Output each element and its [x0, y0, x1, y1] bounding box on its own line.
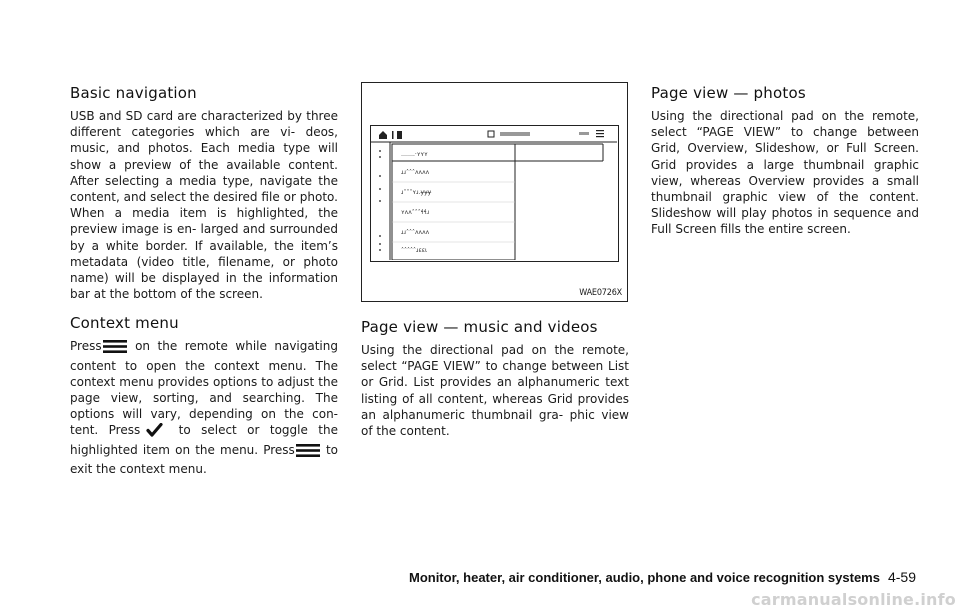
list-row-5: ɹɹ˄˄˄ʌʌʌʌ — [401, 229, 430, 236]
context-text-d: to exit the context menu. — [70, 442, 338, 476]
context-text-c: to select or toggle the highlighted item on the menu. Press — [70, 423, 338, 457]
list-row-3: ɹ˄˄˄ʏɹ.ɏɏɏ — [401, 189, 432, 196]
menu-icon — [296, 444, 320, 461]
page-footer — [0, 569, 916, 585]
bar-divider — [392, 131, 394, 139]
check-icon — [141, 423, 167, 441]
figure-caption: WAE0726X — [579, 288, 622, 298]
watermark: carmanualsonline.info — [751, 590, 956, 609]
context-text-b: on the remote while navigating content to open the context menu. The context menu provides options to adjust the page view, sorting, and searching. The options will vary, depending on the con- tent. Press — [70, 339, 338, 438]
column-left — [70, 84, 338, 487]
heading-page-view-photos: Page view — photos — [651, 84, 806, 102]
context-text-a: Press — [70, 339, 102, 354]
footer-section-title: Monitor, heater, air conditioner, audio, phone and voice recognition systems — [408, 570, 880, 585]
index-letters — [379, 150, 381, 251]
heading-page-view-music: Page view — music and videos — [361, 318, 598, 336]
status-indicator — [579, 132, 589, 135]
page-number: 4-59 — [887, 569, 916, 585]
list-row-6: ˄˄˄˄˄ɹɛɛɩ — [401, 247, 428, 254]
heading-context-menu: Context menu — [70, 314, 179, 333]
list-row-1: …….·ʏʏʏ — [401, 151, 428, 158]
column-middle — [361, 318, 629, 449]
list-row-2: ɹɹ˄˄˄ʌʌʌʌ — [401, 169, 430, 176]
paragraph-context-menu — [70, 338, 338, 477]
menu-icon — [103, 340, 127, 357]
list-row-4: ʏʌʌ˄˄˄ɬɬɹ — [401, 209, 430, 216]
media-icon — [488, 131, 494, 137]
heading-basic-navigation: Basic navigation — [70, 84, 197, 102]
figure-page-view — [361, 82, 628, 302]
column-right — [651, 84, 919, 248]
menu-icon — [596, 130, 604, 137]
home-icon — [379, 131, 387, 139]
screen-illustration — [371, 126, 617, 260]
paragraph-basic-navigation: USB and SD card are characterized by three different categories which are vi- deos, music, and photos. Each media type will show a preview of the available content. After selecting a media type, navigate the content, and select the desired file or photo. When a media item is highlighted, the preview image is en- larged and surrounded by a white border. If available, the item’s metadata (video title, filename, or photo name) will be displayed in the information bar at the bottom of the screen. — [70, 109, 338, 302]
paragraph-page-view-photos: Using the directional pad on the remote, select “PAGE VIEW” to change between Grid, Overview, Slideshow, or Full Screen. Grid provides a large thumbnail graphic view, whereas Overview provides a small thumbnail graphic view of the content. Slideshow will play photos in sequence and Full Screen fills the entire screen. — [651, 109, 919, 237]
usb-icon — [397, 131, 402, 139]
status-text — [500, 132, 530, 136]
paragraph-page-view-music: Using the directional pad on the remote, select “PAGE VIEW” to change between List or Grid. List provides an alphanumeric text listing of all content, whereas Grid provides an alphanumeric thumbnail gra- phic view of the content. — [361, 343, 629, 439]
figure-screen — [370, 125, 619, 262]
